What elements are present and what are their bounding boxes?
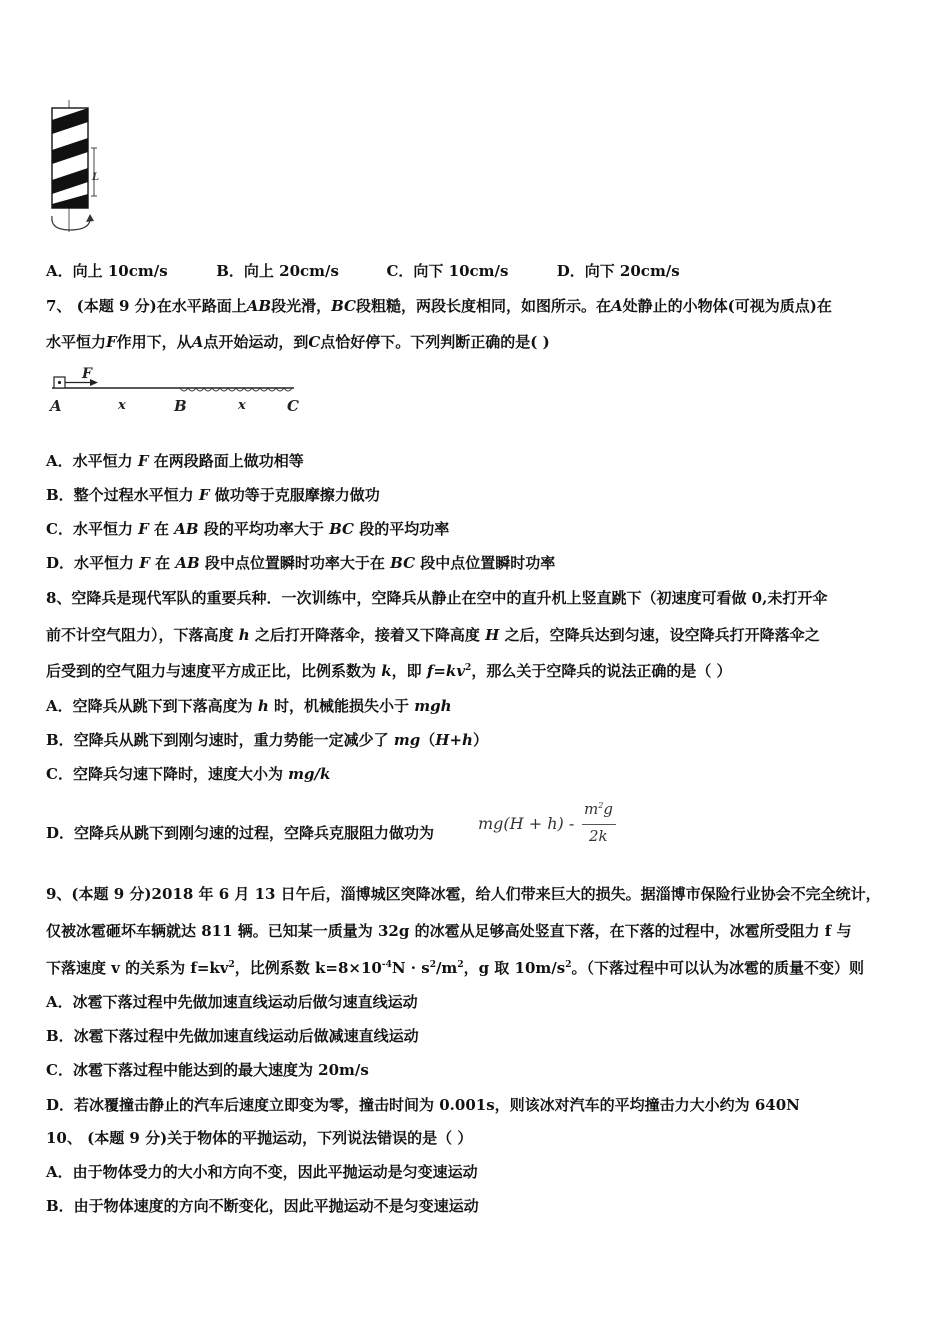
q10-option-a[interactable]: A．由于物体受力的大小和方向不变，因此平抛运动是匀变速运动 xyxy=(46,1163,478,1181)
q8-option-a[interactable]: A．空降兵从跳下到下落高度为 h 时，机械能损失小于 mgh xyxy=(46,697,452,715)
q9-stem-line-1: 9、(本题 9 分)2018 年 6 月 13 日午后，淄博城区突降冰雹，给人们带来巨大的损失。据淄博市保险行业协会不完全统计， xyxy=(46,885,881,903)
formula-denominator: 2k xyxy=(589,827,608,845)
q7-stem-line-2: 水平恒力F作用下，从A点开始运动，到C点恰好停下。下列判断正确的是( ) xyxy=(46,333,550,351)
q8-option-c[interactable]: C．空降兵匀速下降时，速度大小为 mg/k xyxy=(46,765,331,783)
q9-option-c[interactable]: C．冰雹下落过程中能达到的最大速度为 20m/s xyxy=(46,1061,369,1079)
formula-lhs: mg(H + h) - xyxy=(478,814,575,833)
formula-numerator: $m^2g$ xyxy=(584,800,613,818)
q8-option-d[interactable]: D．空降兵从跳下到刚匀速的过程，空降兵克服阻力做功为 xyxy=(46,824,435,842)
q7-stem-line-1: 7、 (本题 9 分)在水平路面上AB段光滑，BC段粗糙，两段长度相同，如图所示。在A处静止的小物体(可视为质点)在 xyxy=(46,297,832,315)
q6-option-a[interactable]: A．向上 10cm/s xyxy=(46,262,168,280)
q6-option-b[interactable]: B．向上 20cm/s xyxy=(216,262,339,280)
q6-option-d[interactable]: D．向下 20cm/s xyxy=(556,262,680,280)
q10-option-b[interactable]: B．由于物体速度的方向不断变化，因此平抛运动不是匀变速运动 xyxy=(46,1197,479,1215)
q9-option-d[interactable]: D．若冰覆撞击静止的汽车后速度立即变为零，撞击时间为 0.001s，则该冰对汽车的平均撞击力大小约为 640N xyxy=(46,1096,800,1114)
q6-options xyxy=(46,260,680,282)
q7-option-a[interactable]: A．水平恒力 F 在两段路面上做功相等 xyxy=(46,452,304,470)
q7-fig-force-label: F xyxy=(82,366,92,382)
q7-fig-label-x2: x xyxy=(238,398,246,413)
q7-fig-label-a: A xyxy=(50,397,62,415)
q7-fig-label-c: C xyxy=(287,397,299,415)
q9-option-b[interactable]: B．冰雹下落过程中先做加速直线运动后做减速直线运动 xyxy=(46,1027,419,1045)
q8-stem-line-3: 后受到的空气阻力与速度平方成正比，比例系数为 k，即 $f=kv^2$，那么关于空降兵的说法正确的是（ ） xyxy=(46,662,732,680)
q7-road-figure xyxy=(44,364,306,418)
formula-fraction-bar xyxy=(582,824,616,825)
q9-stem-line-3: 下落速度 v 的关系为 $f=kv^2$，比例系数 $k=8\times 10^{-4}N \cdot s^2/m^2$，g 取 $10m/s^2$。（下落过程中可以认为冰雹的质量不变）则 xyxy=(46,959,864,977)
q7-option-b[interactable]: B．整个过程水平恒力 F 做功等于克服摩擦力做功 xyxy=(46,486,380,504)
q6-spiral-cylinder-figure xyxy=(40,98,110,238)
q8-option-b[interactable]: B．空降兵从跳下到刚匀速时，重力势能一定减少了 mg（H+h） xyxy=(46,731,488,749)
q7-fig-label-x1: x xyxy=(118,398,126,413)
q7-fig-label-b: B xyxy=(174,397,187,415)
q8-option-d-formula xyxy=(478,800,628,852)
q8-stem-line-1: 8、空降兵是现代军队的重要兵种．一次训练中，空降兵从静止在空中的直升机上竖直跳下（初速度可看做 0,未打开伞 xyxy=(46,589,828,607)
q9-option-a[interactable]: A．冰雹下落过程中先做加速直线运动后做匀速直线运动 xyxy=(46,993,418,1011)
q7-option-c[interactable]: C．水平恒力 F 在 AB 段的平均功率大于 BC 段的平均功率 xyxy=(46,520,450,538)
q6-length-label: L xyxy=(92,172,100,183)
q10-stem: 10、 (本题 9 分)关于物体的平抛运动，下列说法错误的是（ ） xyxy=(46,1129,473,1147)
q7-option-d[interactable]: D．水平恒力 F 在 AB 段中点位置瞬时功率大于在 BC 段中点位置瞬时功率 xyxy=(46,554,556,572)
q6-option-c[interactable]: C．向下 10cm/s xyxy=(386,262,509,280)
q8-stem-line-2: 前不计空气阻力），下落高度 h 之后打开降落伞，接着又下降高度 H 之后，空降兵达到匀速，设空降兵打开降落伞之 xyxy=(46,626,820,644)
q9-stem-line-2: 仅被冰雹砸坏车辆就达 811 辆。已知某一质量为 32g 的冰雹从足够高处竖直下落，在下落的过程中，冰雹所受阻力 f 与 xyxy=(46,922,852,940)
